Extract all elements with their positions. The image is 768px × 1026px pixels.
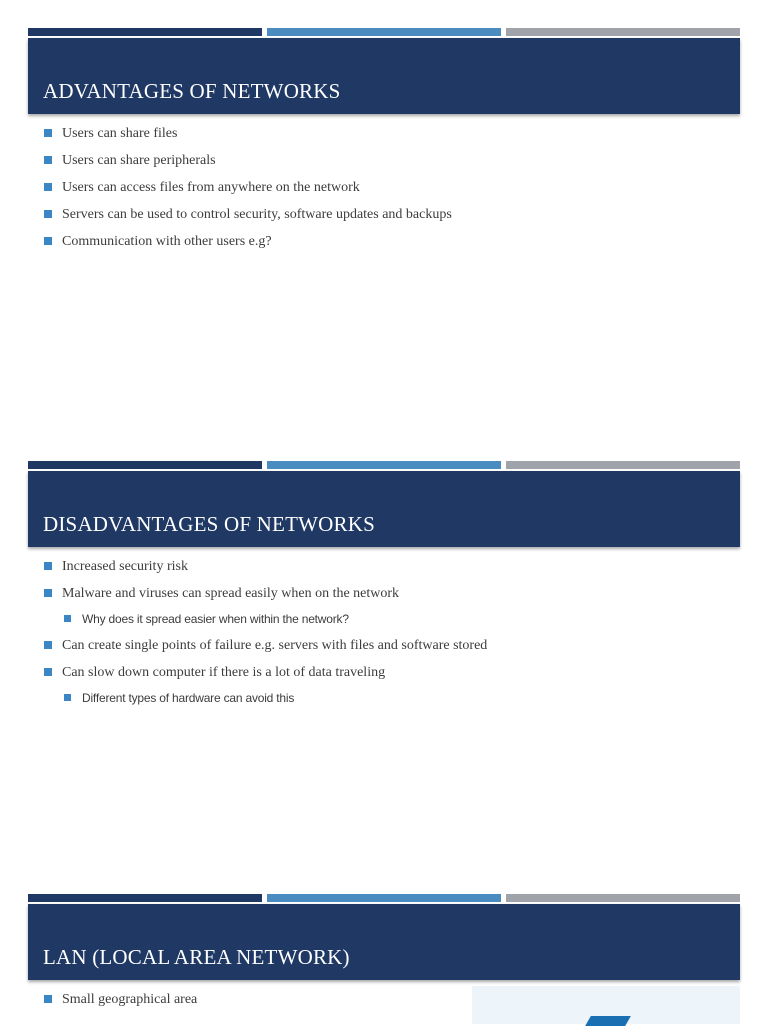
network-diagram-image <box>472 986 740 1024</box>
accent-stripe-blue <box>267 28 501 36</box>
list-item <box>44 153 452 180</box>
bullet-list <box>44 559 487 717</box>
list-item <box>44 126 452 153</box>
bullet-square-icon <box>44 129 52 137</box>
bullet-text: Servers can be used to control security, software updates and backups <box>62 207 452 222</box>
title-band <box>28 38 740 114</box>
bullet-text: Malware and viruses can spread easily when on the network <box>62 586 400 601</box>
list-item <box>44 638 487 665</box>
accent-stripe-gray <box>506 894 740 902</box>
bullet-text: Why does it spread easier when within the network? <box>82 612 349 626</box>
title-band <box>28 471 740 547</box>
accent-stripes <box>28 894 740 902</box>
sub-list-item <box>44 691 487 717</box>
bullet-square-icon <box>44 668 52 676</box>
bullet-square-icon <box>64 615 71 622</box>
slide-title: ADVANTAGES OF NETWORKS <box>43 79 341 103</box>
accent-stripe-dark <box>28 28 262 36</box>
list-item <box>44 665 487 691</box>
bullet-text: Users can access files from anywhere on the network <box>62 180 360 195</box>
slide-title: LAN (LOCAL AREA NETWORK) <box>43 945 350 969</box>
title-band <box>28 904 740 980</box>
list-item <box>44 992 197 1019</box>
bullet-square-icon <box>44 995 52 1003</box>
accent-stripe-blue <box>267 894 501 902</box>
list-item <box>44 586 487 612</box>
bullet-text: Communication with other users e.g? <box>62 234 272 249</box>
bullet-square-icon <box>44 641 52 649</box>
bullet-square-icon <box>44 589 52 597</box>
bullet-text: Increased security risk <box>62 559 188 574</box>
list-item <box>44 207 452 234</box>
bullet-text: Can slow down computer if there is a lot of data traveling <box>62 665 386 680</box>
network-device-icon <box>585 1016 631 1026</box>
bullet-square-icon <box>44 210 52 218</box>
bullet-square-icon <box>64 694 71 701</box>
bullet-square-icon <box>44 156 52 164</box>
accent-stripe-gray <box>506 28 740 36</box>
accent-stripe-dark <box>28 461 262 469</box>
bullet-list <box>44 126 452 261</box>
accent-stripe-gray <box>506 461 740 469</box>
bullet-text: Can create single points of failure e.g. servers with files and software stored <box>62 638 488 653</box>
accent-stripe-dark <box>28 894 262 902</box>
bullet-square-icon <box>44 183 52 191</box>
bullet-text: Users can share peripherals <box>62 153 216 168</box>
sub-list-item <box>44 612 487 638</box>
slide-title: DISADVANTAGES OF NETWORKS <box>43 512 375 536</box>
bullet-text: Users can share files <box>62 126 178 141</box>
list-item <box>44 234 452 261</box>
accent-stripes <box>28 28 740 36</box>
bullet-list <box>44 992 197 1019</box>
bullet-square-icon <box>44 562 52 570</box>
accent-stripe-blue <box>267 461 501 469</box>
list-item <box>44 180 452 207</box>
bullet-square-icon <box>44 237 52 245</box>
accent-stripes <box>28 461 740 469</box>
list-item <box>44 559 487 586</box>
bullet-text: Different types of hardware can avoid this <box>82 691 295 705</box>
bullet-text: Small geographical area <box>62 992 198 1007</box>
